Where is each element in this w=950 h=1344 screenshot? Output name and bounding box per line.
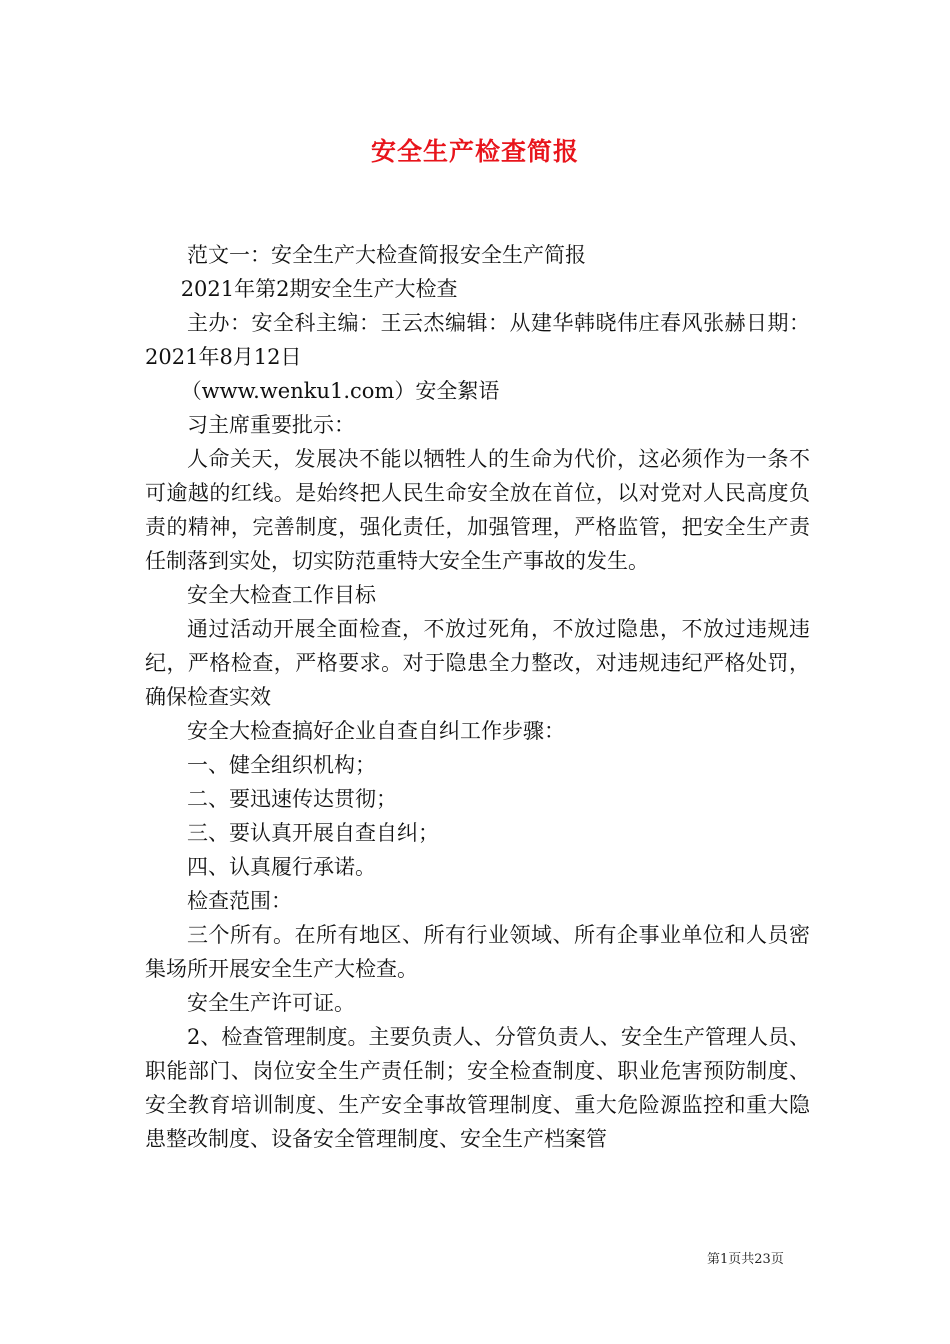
paragraph-14: 检查范围： (187, 889, 292, 913)
paragraph-13: 四、认真履行承诺。 (187, 855, 376, 879)
paragraph-10: 一、健全组织机构； (187, 753, 376, 777)
paragraph-15: 三个所有。在所有地区、所有行业领域、所有企事业单位和人员密集场所开展安全生产大检查。 (145, 923, 810, 981)
paragraph-16: 安全生产许可证。 (187, 991, 355, 1015)
paragraph-6: 人命关天，发展决不能以牺牲人的生命为代价，这必须作为一条不可逾越的红线。是始终把人民生命安全放在首位，以对党对人民高度负责的精神，完善制度，强化责任，加强管理，严格监管，把安全生产责任制落到实处，切实防范重特大安全生产事故的发生。 (145, 447, 810, 573)
paragraph-8: 通过活动开展全面检查，不放过死角，不放过隐患，不放过违规违纪，严格检查，严格要求。对于隐患全力整改，对违规违纪严格处罚，确保检查实效 (145, 617, 810, 709)
paragraph-1: 范文一：安全生产大检查简报安全生产简报 (187, 243, 586, 267)
paragraph-5: 习主席重要批示： (187, 413, 355, 437)
page-title: 安全生产检查简报 (370, 137, 579, 166)
paragraph-12: 三、要认真开展自查自纠； (187, 821, 439, 845)
paragraph-4: （www.wenku1.com）安全絮语 (180, 379, 500, 403)
paragraph-7: 安全大检查工作目标 (187, 583, 376, 607)
page-number-footer: 第1页共23页 (707, 1252, 784, 1267)
paragraph-11: 二、要迅速传达贯彻； (187, 787, 397, 811)
paragraph-2: 2021年第2期安全生产大检查 (180, 277, 458, 301)
document-body (145, 238, 810, 1156)
paragraph-9: 安全大检查搞好企业自查自纠工作步骤： (187, 719, 565, 743)
paragraph-17: 2、检查管理制度。主要负责人、分管负责人、安全生产管理人员、职能部门、岗位安全生产责任制；安全检查制度、职业危害预防制度、安全教育培训制度、生产安全事故管理制度、重大危险源监控和重大隐患整改制度、设备安全管理制度、安全生产档案管 (145, 1025, 810, 1151)
paragraph-3: 主办：安全科主编：王云杰编辑：从建华韩晓伟庄春风张赫日期：2021年8月12日 (145, 311, 810, 369)
